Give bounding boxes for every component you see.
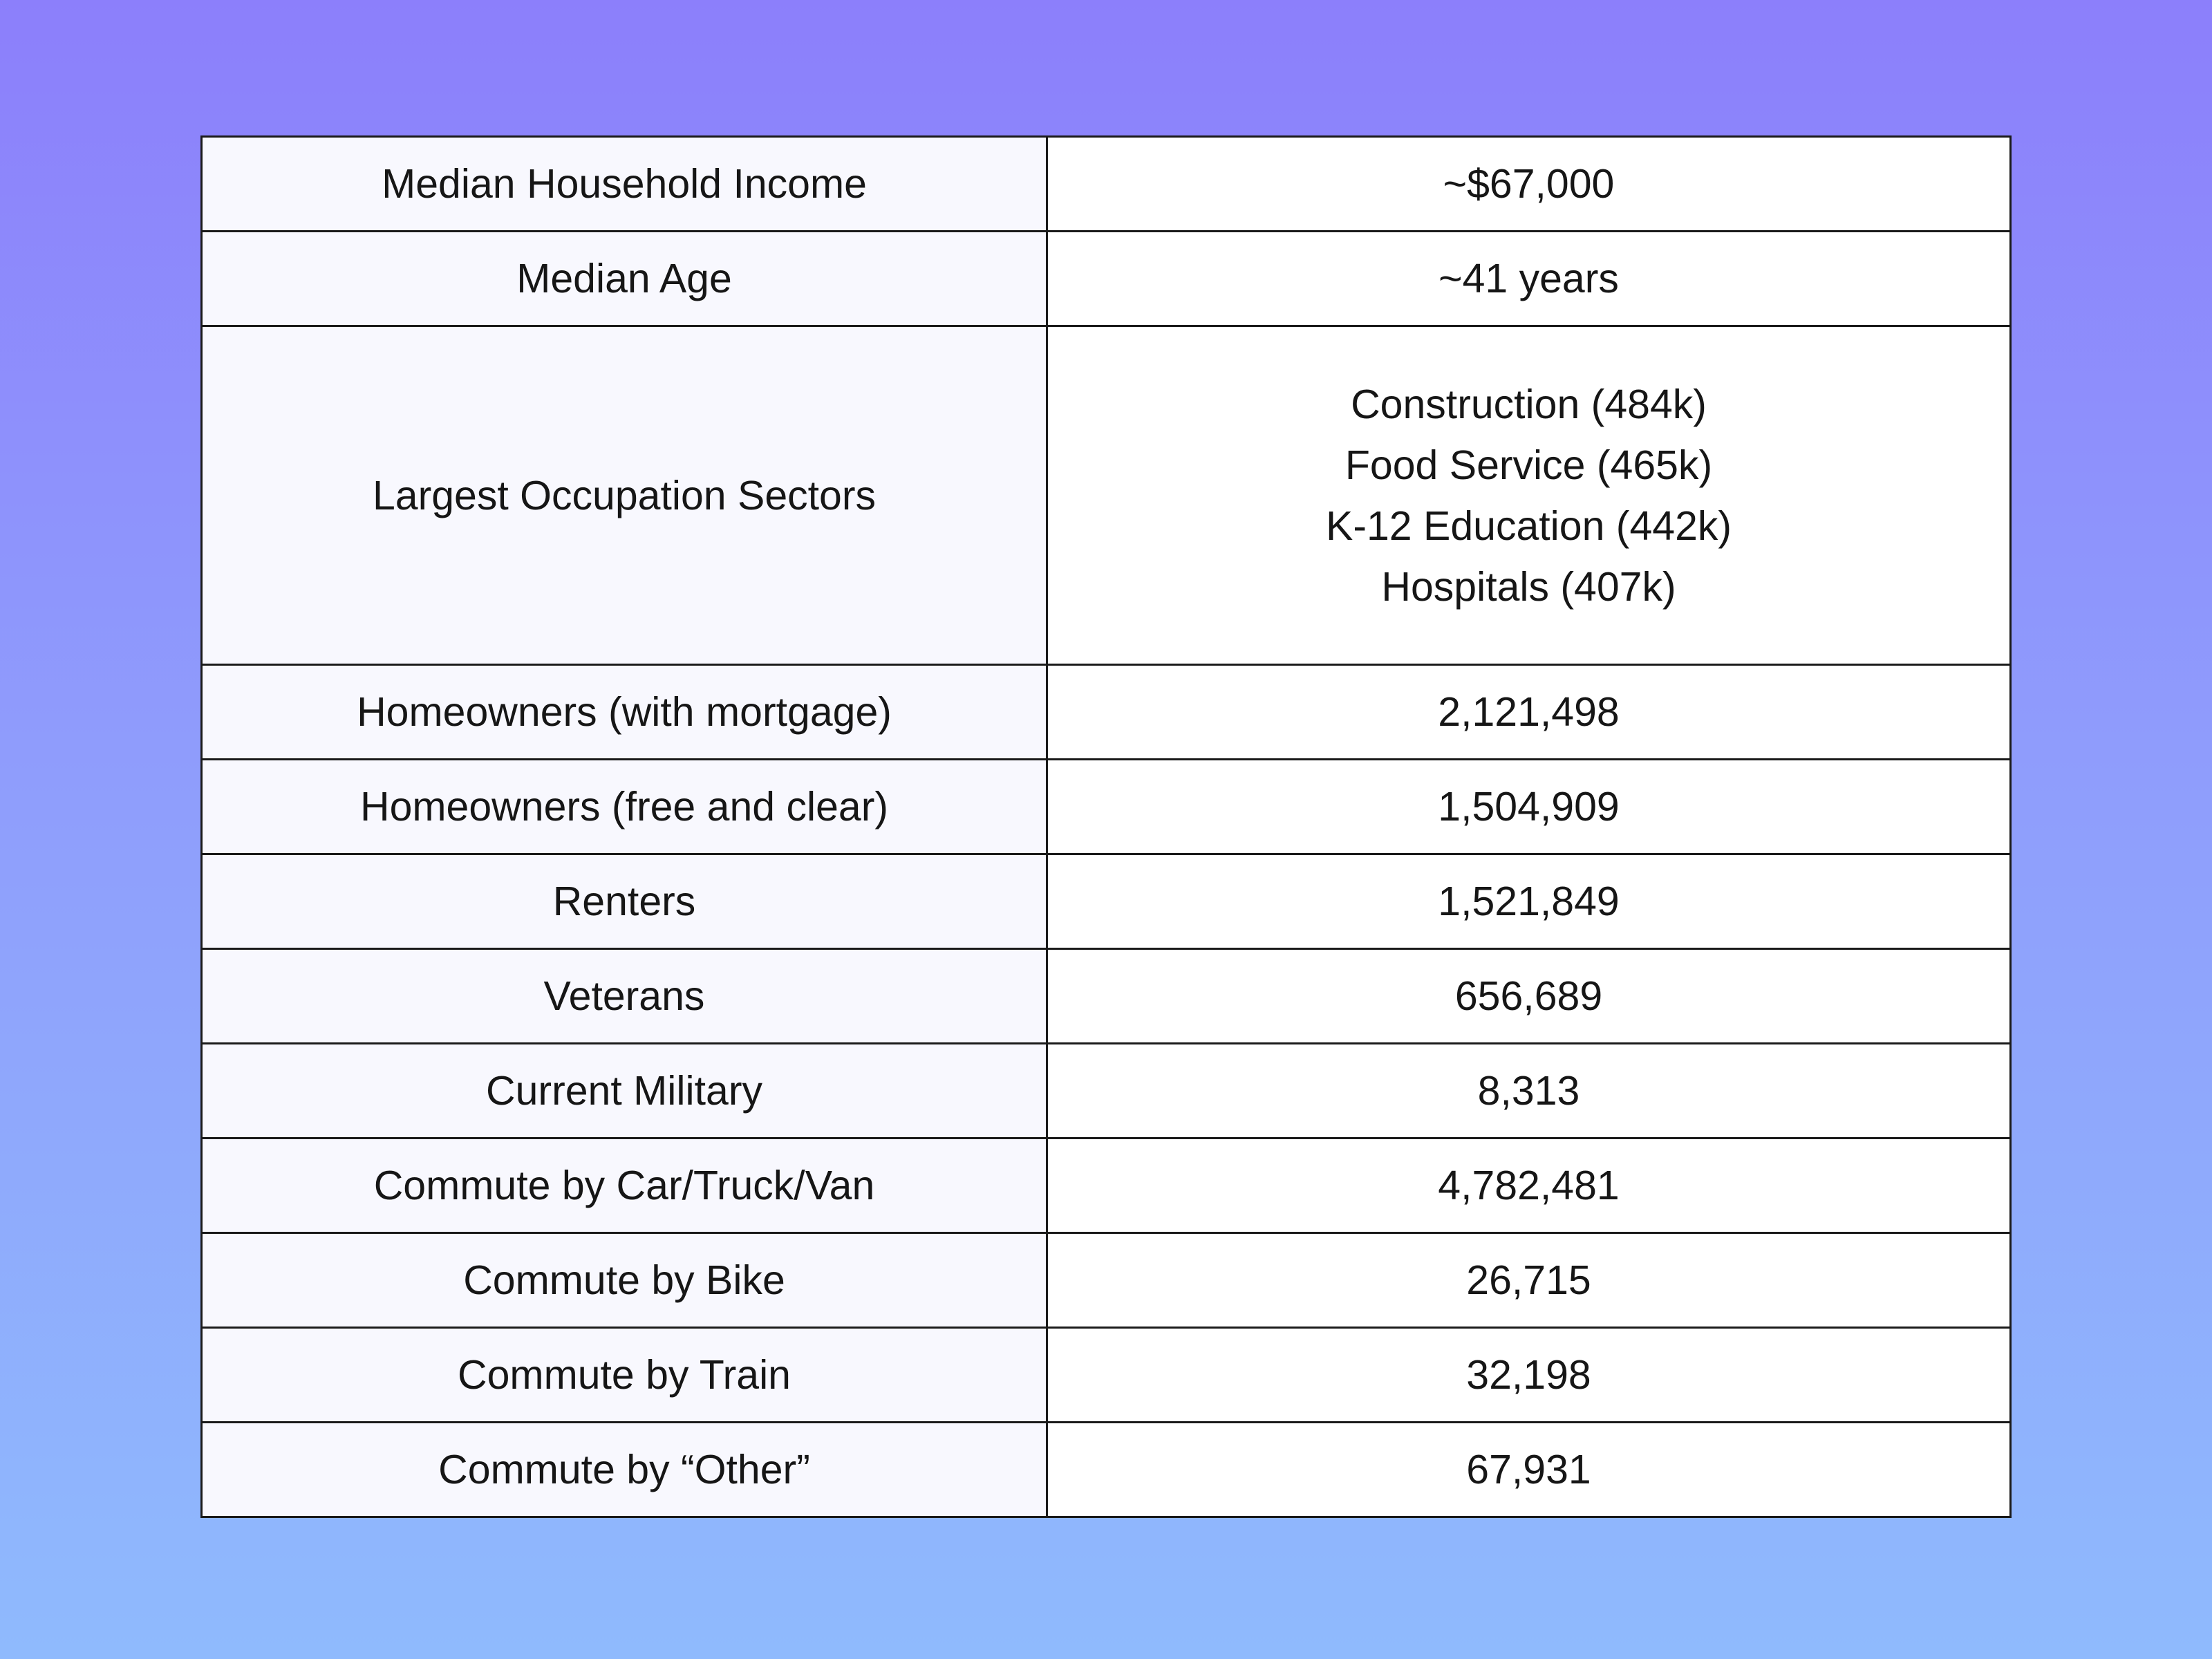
table-row (202, 232, 2011, 326)
row-label: Commute by “Other” (202, 1423, 1047, 1517)
table-row (202, 326, 2011, 665)
row-label: Veterans (202, 949, 1047, 1044)
sector-item: Construction (484k) (1351, 381, 1707, 427)
row-value: ~41 years (1047, 232, 2011, 326)
row-value: 4,782,481 (1047, 1138, 2011, 1233)
table-row (202, 137, 2011, 232)
sector-item: K-12 Education (442k) (1325, 503, 1732, 549)
table-row (202, 854, 2011, 949)
table-row (202, 1233, 2011, 1328)
table-row (202, 1328, 2011, 1423)
row-value: 32,198 (1047, 1328, 2011, 1423)
occupation-sectors-list (1047, 326, 2011, 665)
row-value: 2,121,498 (1047, 665, 2011, 760)
row-label: Median Age (202, 232, 1047, 326)
row-label: Homeowners (free and clear) (202, 760, 1047, 854)
demographics-table (200, 135, 2012, 1518)
row-label: Commute by Bike (202, 1233, 1047, 1328)
row-value: 1,504,909 (1047, 760, 2011, 854)
table-row (202, 1423, 2011, 1517)
row-label: Median Household Income (202, 137, 1047, 232)
row-label: Homeowners (with mortgage) (202, 665, 1047, 760)
row-label: Commute by Train (202, 1328, 1047, 1423)
table-row (202, 1138, 2011, 1233)
row-label: Largest Occupation Sectors (202, 326, 1047, 665)
row-value: 656,689 (1047, 949, 2011, 1044)
row-value: 26,715 (1047, 1233, 2011, 1328)
row-value: 1,521,849 (1047, 854, 2011, 949)
row-label: Current Military (202, 1044, 1047, 1138)
table-row (202, 949, 2011, 1044)
row-value: ~$67,000 (1047, 137, 2011, 232)
row-value: 8,313 (1047, 1044, 2011, 1138)
row-value: 67,931 (1047, 1423, 2011, 1517)
row-label: Commute by Car/Truck/Van (202, 1138, 1047, 1233)
table-row (202, 665, 2011, 760)
row-label: Renters (202, 854, 1047, 949)
table-row (202, 760, 2011, 854)
table-row (202, 1044, 2011, 1138)
sector-item: Hospitals (407k) (1381, 563, 1676, 610)
sector-item: Food Service (465k) (1344, 442, 1713, 488)
